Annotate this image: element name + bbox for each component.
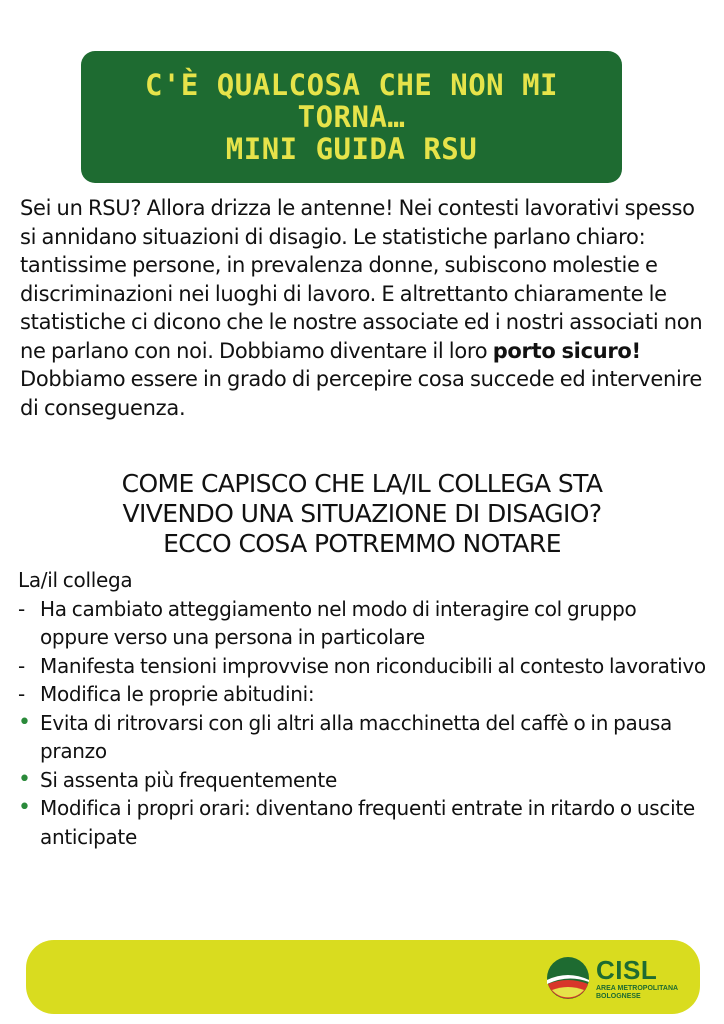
list-item bbox=[18, 680, 708, 709]
list-intro: La/il collega bbox=[18, 568, 133, 592]
list-item-text: Ha cambiato atteggiamento nel modo di interagire col gruppo oppure verso una persona in particolare bbox=[40, 596, 637, 649]
title-banner bbox=[81, 51, 622, 183]
list-item-text: Modifica i propri orari: diventano frequenti entrate in ritardo o uscite anticipate bbox=[40, 796, 695, 849]
dash-marker: - bbox=[18, 596, 25, 621]
list-item bbox=[18, 794, 708, 851]
list-item bbox=[18, 766, 708, 795]
intro-emphasis: porto sicuro! bbox=[492, 338, 641, 363]
logo-subtitle-line-1: AREA METROPOLITANA bbox=[596, 985, 679, 992]
list-item bbox=[18, 652, 708, 681]
bullet-dot-icon: • bbox=[18, 766, 31, 792]
list-item-text: Modifica le proprie abitudini: bbox=[40, 682, 315, 706]
logo-subtitle bbox=[596, 985, 678, 1001]
intro-text-before: Sei un RSU? Allora drizza le antenne! Nei contesti lavorativi spesso si annidano situazioni di disagio. Le statistiche parlano chiaro: tantissime persone, in prevalenza donne, subiscono molestie e discriminazioni nei luoghi di lavoro. E altrettanto chiaramente le statistiche ci dicono che le nostre associate ed i nostri associati non ne parlano con noi. Dobbiamo diventare il loro bbox=[20, 196, 703, 363]
section-heading bbox=[22, 469, 702, 559]
intro-paragraph bbox=[20, 194, 706, 422]
list-item-text: Si assenta più frequentemente bbox=[40, 767, 337, 792]
logo-subtitle-line-2: BOLOGNESE bbox=[596, 993, 641, 1000]
bullet-dot-icon: • bbox=[18, 795, 31, 820]
bullet-dot-icon: • bbox=[18, 709, 31, 735]
list-item-text: Evita di ritrovarsi con gli altri alla macchinetta del caffè o in pausa pranzo bbox=[40, 710, 672, 763]
section-heading-line-3: ECCO COSA POTREMMO NOTARE bbox=[163, 529, 561, 558]
title-line-3: MINI GUIDA RSU bbox=[225, 132, 478, 166]
title-line-2: TORNA… bbox=[297, 100, 406, 134]
section-heading-line-1: COME CAPISCO CHE LA/IL COLLEGA STA bbox=[121, 469, 603, 498]
logo-name: CISL bbox=[596, 955, 658, 985]
cisl-logo bbox=[546, 956, 686, 1004]
dash-marker: - bbox=[18, 653, 25, 678]
list-item-text: Manifesta tensioni improvvise non riconducibili al contesto lavorativo bbox=[40, 653, 706, 678]
list-item bbox=[18, 709, 708, 766]
title-line-1: C'È QUALCOSA CHE NON MI bbox=[144, 68, 559, 102]
intro-text-after: Dobbiamo essere in grado di percepire cosa succede ed intervenire di conseguenza. bbox=[20, 367, 703, 420]
list-item bbox=[18, 595, 708, 652]
cisl-logo-mark-icon bbox=[546, 956, 590, 1000]
signs-list bbox=[18, 566, 708, 851]
section-heading-line-2: VIVENDO UNA SITUAZIONE DI DISAGIO? bbox=[122, 499, 602, 528]
dash-marker: - bbox=[18, 682, 25, 706]
